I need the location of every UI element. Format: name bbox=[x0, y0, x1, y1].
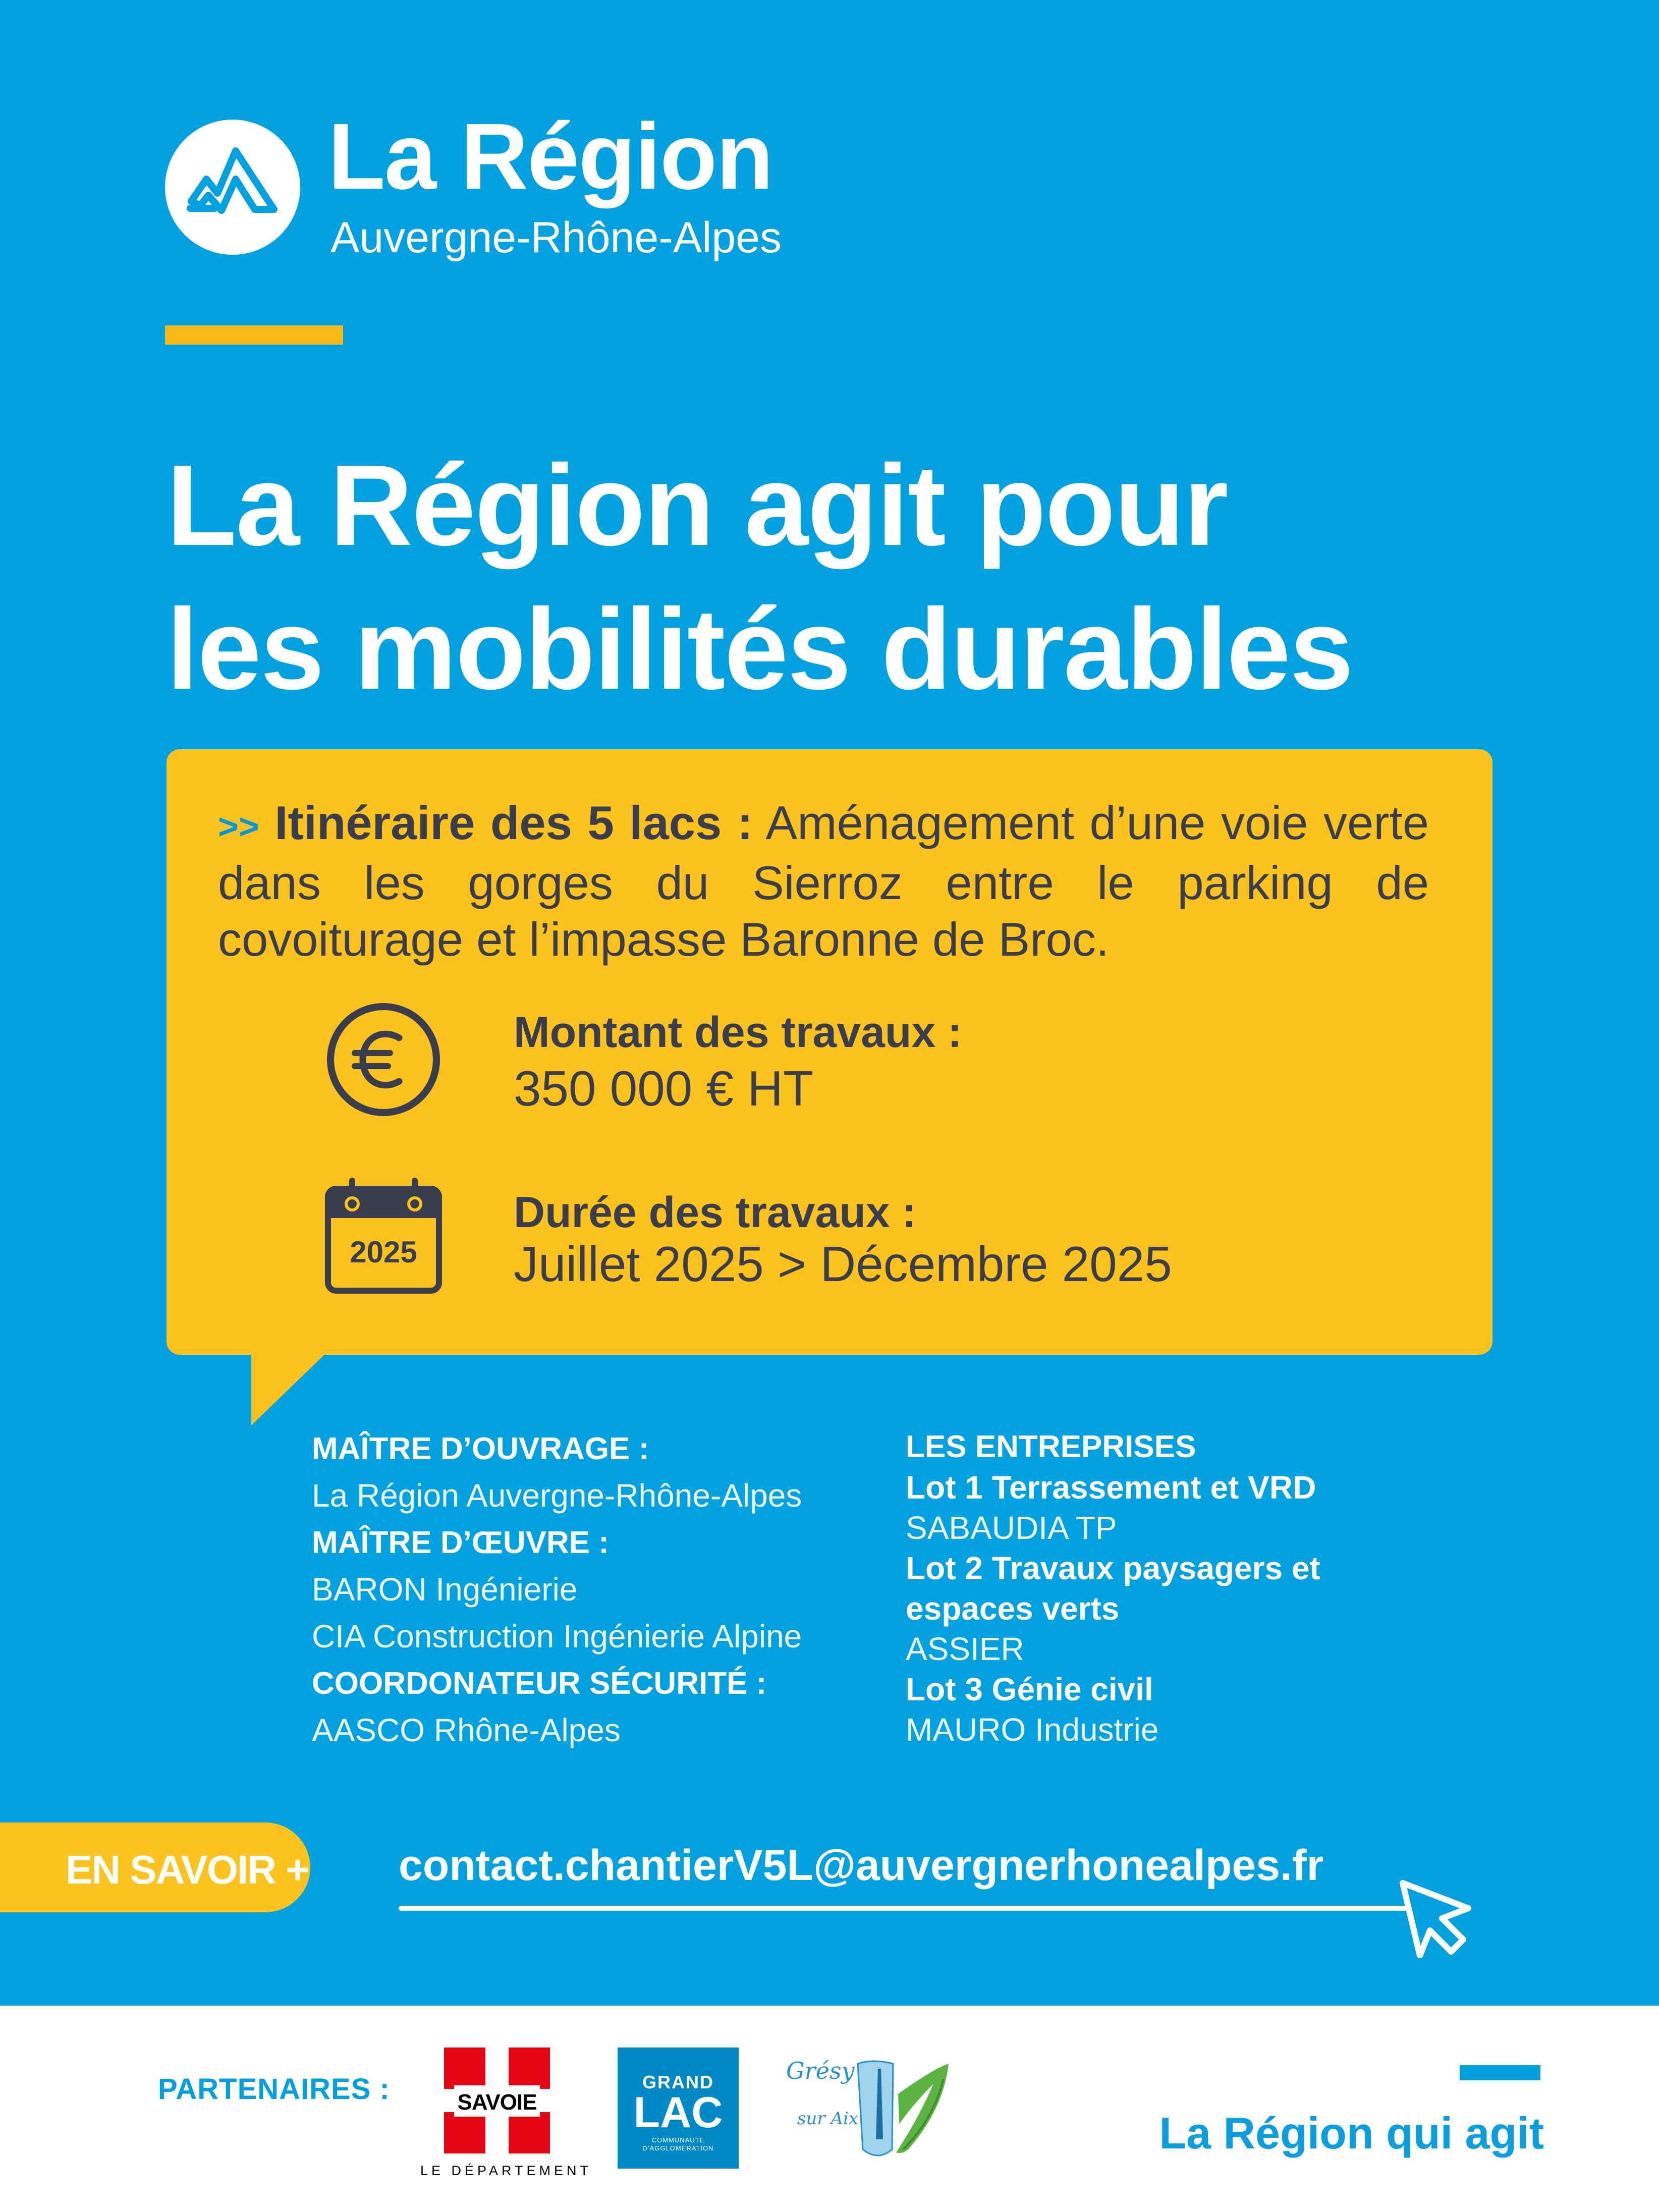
credit-line: MAÎTRE D’OUVRAGE : bbox=[312, 1431, 649, 1466]
contact-email-link[interactable]: contact.chantierV5L@auvergnerhonealpes.fr bbox=[399, 1841, 1324, 1890]
grand-lac-line3: COMMUNAUTÉ D’AGGLOMÉRATION bbox=[642, 2136, 714, 2152]
credit-line: La Région Auvergne-Rhône-Alpes bbox=[312, 1477, 802, 1514]
email-underline bbox=[399, 1906, 1408, 1911]
credit-line: COORDONATEUR SÉCURITÉ : bbox=[312, 1666, 767, 1701]
calendar-icon bbox=[323, 1176, 444, 1297]
credit-line: espaces verts bbox=[906, 1590, 1120, 1627]
credit-line: SABAUDIA TP bbox=[906, 1510, 1117, 1546]
credit-line: LES ENTREPRISES bbox=[906, 1429, 1196, 1464]
savoie-logo bbox=[444, 2048, 550, 2153]
grand-lac-line2: LAC bbox=[633, 2088, 723, 2137]
headline-line-1: La Région agit pour bbox=[167, 441, 1228, 570]
gresy-sur-aix-logo bbox=[782, 2049, 954, 2170]
euro-icon bbox=[325, 1002, 441, 1118]
credit-line: MAÎTRE D’ŒUVRE : bbox=[312, 1525, 609, 1560]
accent-bar bbox=[165, 325, 343, 345]
project-name: Itinéraire des 5 lacs : bbox=[274, 796, 753, 849]
learn-more-button[interactable] bbox=[0, 1822, 310, 1912]
cursor-icon bbox=[1393, 1877, 1478, 1958]
calendar-year: 2025 bbox=[350, 1235, 417, 1269]
headline-line-2: les mobilités durables bbox=[167, 585, 1353, 713]
headline bbox=[167, 434, 1353, 722]
learn-more-label: EN SAVOIR + bbox=[66, 1847, 309, 1892]
duration-label: Durée des travaux : bbox=[514, 1188, 917, 1237]
tagline: La Région qui agit bbox=[1159, 2108, 1544, 2158]
brand-subtitle: Auvergne-Rhône-Alpes bbox=[330, 213, 782, 262]
chevron-right-icon: >> bbox=[218, 807, 259, 847]
savoie-word: SAVOIE bbox=[457, 2090, 537, 2115]
credit-line: ASSIER bbox=[906, 1631, 1024, 1667]
amount-value: 350 000 € HT bbox=[514, 1061, 813, 1116]
gresy-text-2: sur Aix bbox=[797, 2109, 859, 2129]
grand-lac-logo bbox=[618, 2048, 739, 2169]
project-text: Aménagement d’une voie verte dans les gorges du Sierroz entre le parking de covoiturage et l’impasse Baronne de Broc. bbox=[218, 796, 1429, 966]
partners-label: PARTENAIRES : bbox=[158, 2073, 390, 2106]
brand-title: La Région bbox=[328, 104, 773, 209]
amount-label: Montant des travaux : bbox=[514, 1008, 962, 1057]
credit-line: MAURO Industrie bbox=[906, 1711, 1159, 1748]
gresy-text: Grésy bbox=[786, 2057, 855, 2084]
footer-accent-bar bbox=[1460, 2065, 1540, 2080]
credits-left bbox=[312, 1425, 802, 1754]
credit-line: CIA Construction Ingénierie Alpine bbox=[312, 1618, 802, 1654]
credit-line: AASCO Rhône-Alpes bbox=[312, 1712, 621, 1748]
credit-line: Lot 1 Terrassement et VRD bbox=[906, 1469, 1316, 1506]
credit-line: BARON Ingénierie bbox=[312, 1571, 578, 1608]
credits-right bbox=[906, 1427, 1320, 1750]
mountain-icon bbox=[165, 120, 300, 255]
region-logo bbox=[165, 120, 300, 255]
duration-value: Juillet 2025 > Décembre 2025 bbox=[514, 1236, 1172, 1292]
grand-lac-line1: GRAND bbox=[642, 2072, 714, 2092]
savoie-subtitle: LE DÉPARTEMENT bbox=[420, 2163, 592, 2178]
credit-line: Lot 2 Travaux paysagers et bbox=[906, 1550, 1320, 1586]
bubble-tail bbox=[251, 1352, 332, 1428]
project-description bbox=[218, 795, 1429, 968]
credit-line: Lot 3 Génie civil bbox=[906, 1671, 1153, 1707]
